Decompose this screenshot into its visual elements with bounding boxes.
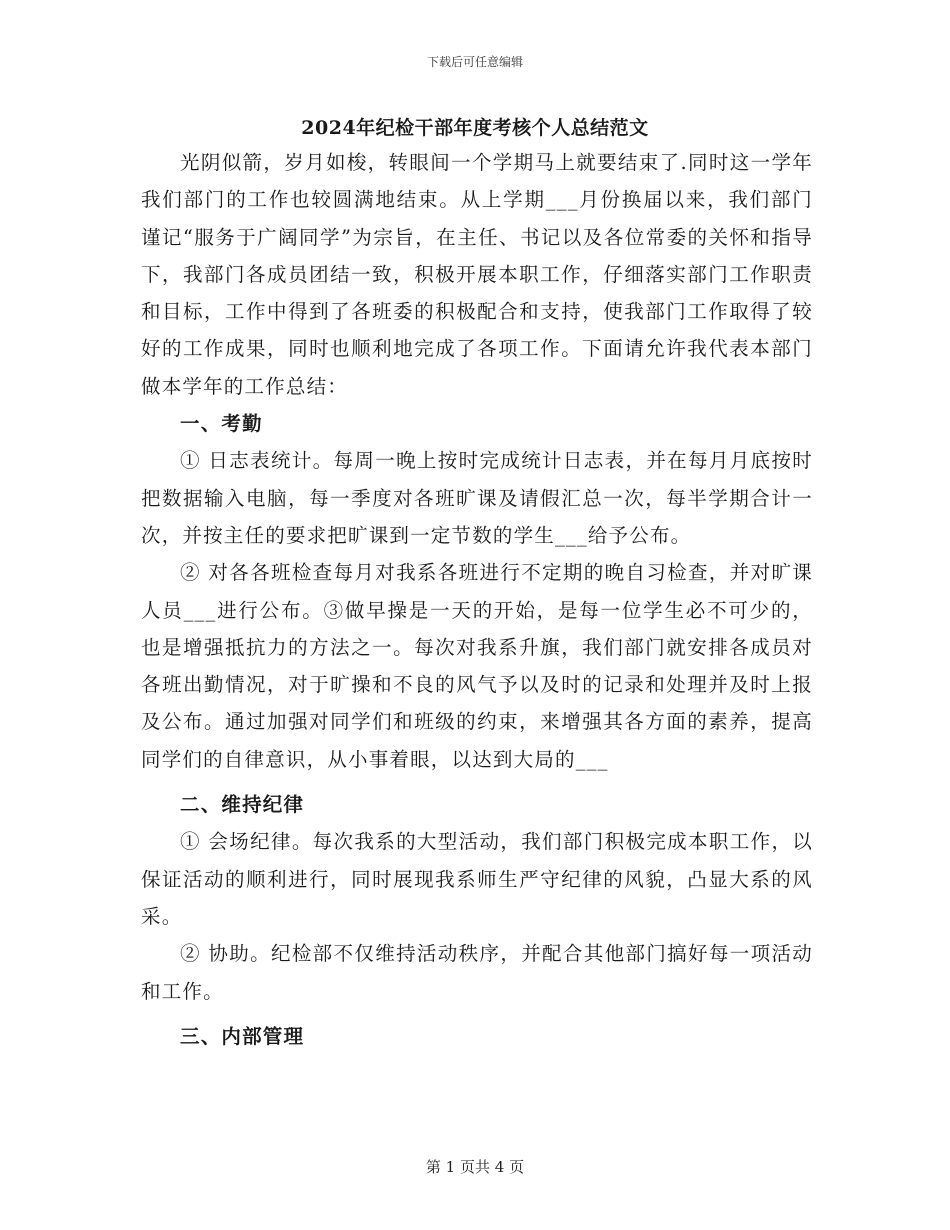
page-footer-number: 第 1 页共 4 页 <box>425 1158 525 1176</box>
section-heading-discipline: 二、维持纪律 <box>180 793 305 817</box>
discipline-paragraph-2: ② 协助。纪检部不仅维持活动秩序，并配合其他部门搞好每一项活动和工作。 <box>141 942 813 1003</box>
attendance-paragraph-2: ② 对各各班检查每月对我系各班进行不定期的晚自习检查，并对旷课人员___进行公布。③做早操是一天的开始，是每一位学生必不可少的，也是增强抵抗力的方法之一。每次对我系升旗，我们部门就安排各成员对各班出勤情况，对于旷操和不良的风气予以及时的记录和处理并及时上报及公布。通过加强对同学们和班级的约束，来增强其各方面的素养，提高同学们的自律意识，从小事着眼，以达到大局的___ <box>141 561 813 771</box>
attendance-paragraph-1: ① 日志表统计。每周一晚上按时完成统计日志表，并在每月月底按时把数据输入电脑，每一季度对各班旷课及请假汇总一次，每半学期合计一次，并按主任的要求把旷课到一定节数的学生___给予公布。 <box>141 449 813 547</box>
document-title: 2024年纪检干部年度考核个人总结范文 <box>301 117 649 139</box>
section-heading-internal-management: 三、内部管理 <box>180 1024 305 1048</box>
section-heading-attendance: 一、考勤 <box>180 412 263 436</box>
discipline-paragraph-1: ① 会场纪律。每次我系的大型活动，我们部门积极完成本职工作，以保证活动的顺利进行，同时展现我系师生严守纪律的风貌，凸显大系的风采。 <box>141 830 813 928</box>
section-spacer <box>141 1010 813 1018</box>
intro-paragraph: 光阴似箭，岁月如梭，转眼间一个学期马上就要结束了.同时这一学年我们部门的工作也较圆满地结束。从上学期___月份换届以来，我们部门谨记“服务于广阔同学”为宗旨，在主任、书记以及各位常委的关怀和指导下，我部门各成员团结一致，积极开展本职工作，仔细落实部门工作职责和目标，工作中得到了各班委的积极配合和支持，使我部门工作取得了较好的工作成果，同时也顺利地完成了各项工作。下面请允许我代表本部门做本学年的工作总结： <box>141 151 813 398</box>
page-header-note: 下载后可任意编辑 <box>426 55 523 69</box>
section-spacer <box>141 778 813 786</box>
document-body <box>141 144 813 1055</box>
